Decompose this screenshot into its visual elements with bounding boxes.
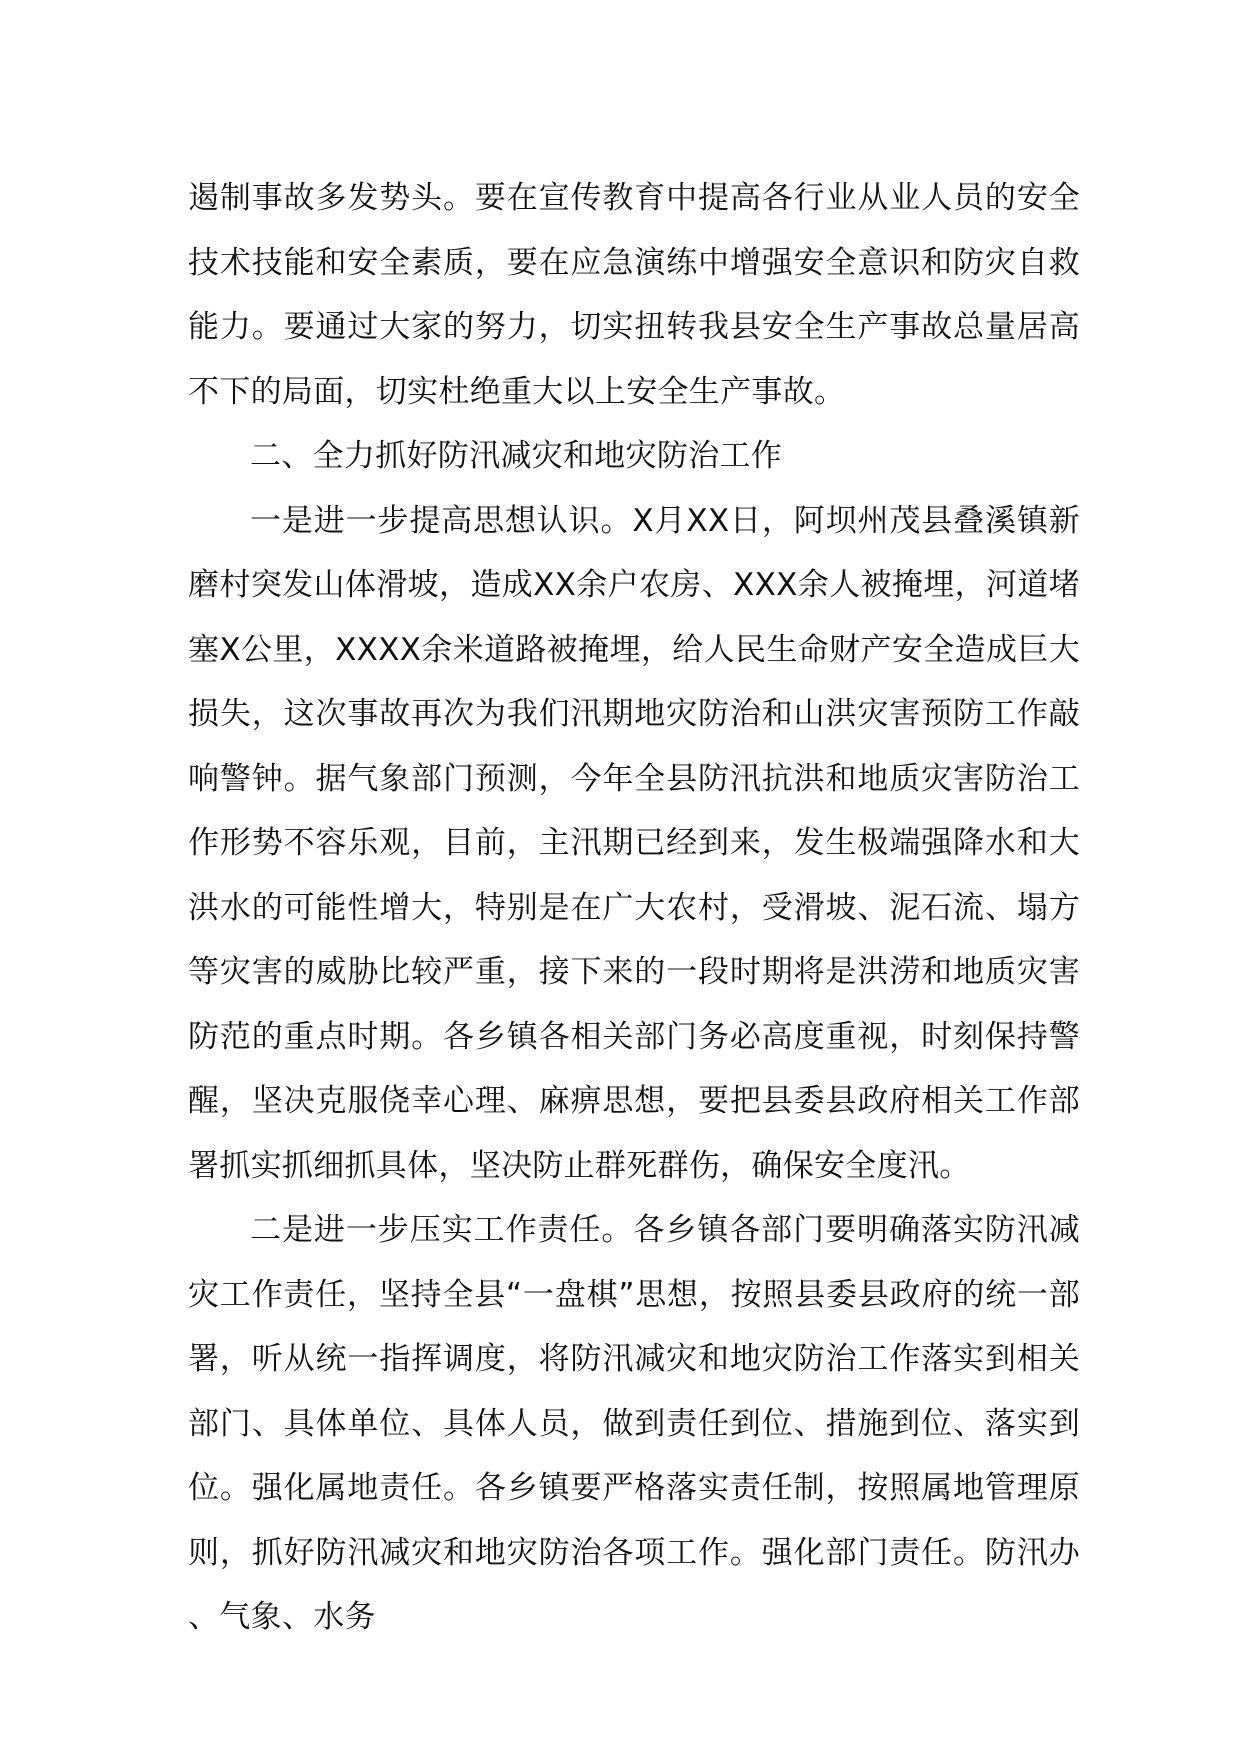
document-body bbox=[188, 166, 1080, 1650]
body-paragraph: 二是进一步压实工作责任。各乡镇各部门要明确落实防汛减灾工作责任，坚持全县“一盘棋”思想，按照县委县政府的统一部署，听从统一指挥调度，将防汛减灾和地灾防治工作落实到相关部门、具体单位、具体人员，做到责任到位、措施到位、落实到位。强化属地责任。各乡镇要严格落实责任制，按照属地管理原则，抓好防汛减灾和地灾防治各项工作。强化部门责任。防汛办、气象、水务 bbox=[188, 1212, 1080, 1635]
section-heading: 二、全力抓好防汛减灾和地灾防治工作 bbox=[250, 438, 783, 474]
body-paragraph: 一是进一步提高思想认识。X月XX日，阿坝州茂县叠溪镇新磨村突发山体滑坡，造成XX余户农房、XXX余人被掩埋，河道堵塞X公里，XXXX余米道路被掩埋，给人民生命财产安全造成巨大损失，这次事故再次为我们汛期地灾防治和山洪灾害预防工作敲响警钟。据气象部门预测，今年全县防汛抗洪和地质灾害防治工作形势不容乐观，目前，主汛期已经到来，发生极端强降水和大洪水的可能性增大，特别是在广大农村，受滑坡、泥石流、塌方等灾害的威胁比较严重，接下来的一段时期将是洪涝和地质灾害防范的重点时期。各乡镇各相关部门务必高度重视，时刻保持警醒，坚决克服侥幸心理、麻痹思想，要把县委县政府相关工作部署抓实抓细抓具体，坚决防止群死群伤，确保安全度汛。 bbox=[188, 502, 1080, 1184]
body-paragraph: 遏制事故多发势头。要在宣传教育中提高各行业从业人员的安全技术技能和安全素质，要在应急演练中增强安全意识和防灾自救能力。要通过大家的努力，切实扭转我县安全生产事故总量居高不下的局面，切实杜绝重大以上安全生产事故。 bbox=[188, 180, 1080, 410]
